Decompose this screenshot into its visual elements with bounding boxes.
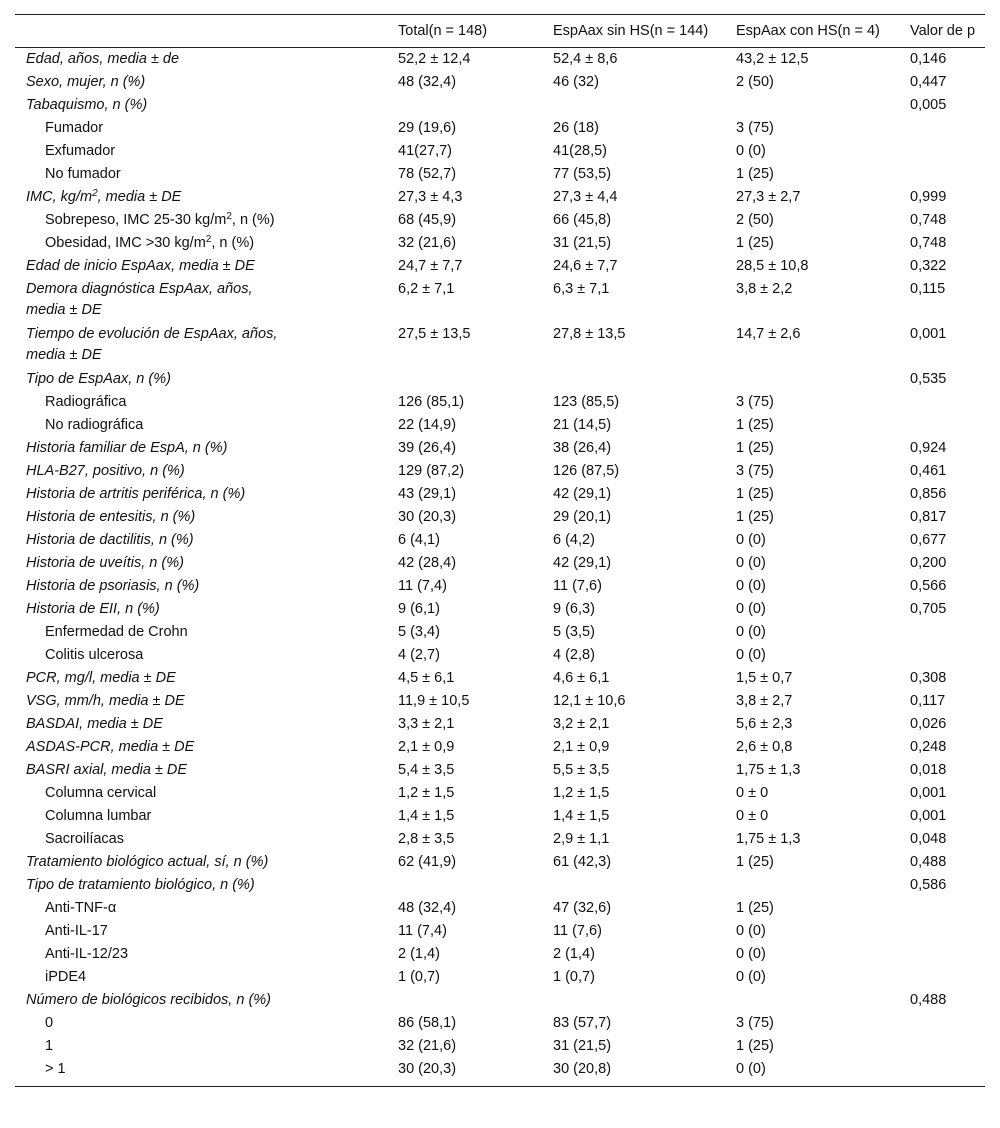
row-label: Historia familiar de EspA, n (%) — [26, 440, 228, 456]
table-row — [15, 506, 985, 529]
row-label: Historia de artritis periférica, n (%) — [26, 486, 246, 502]
row-label: Sacroilíacas — [45, 831, 124, 847]
cell-con-hs: 1 (25) — [736, 417, 774, 433]
table-row — [15, 851, 985, 874]
row-label-text: , media ± DE — [97, 189, 182, 205]
cell-con-hs — [726, 368, 900, 391]
table-row — [15, 690, 985, 713]
table-row — [15, 48, 985, 72]
row-label: Anti-IL-12/23 — [45, 946, 129, 962]
cell-sin-hs: 2,1 ± 0,9 — [553, 739, 610, 755]
row-label: 0 — [45, 1015, 54, 1031]
table-row — [15, 575, 985, 598]
cell-sin-hs: 21 (14,5) — [553, 417, 612, 433]
cell-sin-hs: 31 (21,5) — [553, 1038, 612, 1054]
table-row — [15, 323, 985, 368]
table-row — [15, 414, 985, 437]
cell-sin-hs: 9 (6,3) — [553, 601, 595, 617]
superscript: 2 — [226, 211, 232, 222]
cell-p-value — [900, 644, 985, 667]
cell-con-hs — [726, 94, 900, 117]
cell-p-value — [900, 920, 985, 943]
cell-total: 30 (20,3) — [398, 1061, 457, 1077]
cell-con-hs: 3,8 ± 2,2 — [736, 281, 793, 297]
table-row — [15, 71, 985, 94]
cell-total: 30 (20,3) — [398, 509, 457, 525]
cell-total: 43 (29,1) — [398, 486, 457, 502]
cell-p-value: 0,924 — [910, 440, 947, 456]
cell-p-value: 0,001 — [910, 785, 947, 801]
cell-sin-hs: 12,1 ± 10,6 — [553, 693, 626, 709]
row-label: Historia de psoriasis, n (%) — [26, 578, 200, 594]
header-sin-hs: EspAax sin HS(n = 144) — [553, 23, 709, 39]
cell-p-value — [900, 1058, 985, 1087]
table-row — [15, 989, 985, 1012]
cell-con-hs: 43,2 ± 12,5 — [736, 51, 809, 67]
cell-sin-hs: 52,4 ± 8,6 — [553, 51, 618, 67]
cell-con-hs: 3 (75) — [736, 463, 774, 479]
row-label: PCR, mg/l, media ± DE — [26, 670, 176, 686]
cell-p-value — [900, 163, 985, 186]
row-label: Fumador — [45, 120, 104, 136]
row-label: Columna cervical — [45, 785, 157, 801]
table-row — [15, 368, 985, 391]
cell-con-hs: 1 (25) — [736, 854, 774, 870]
cell-sin-hs: 77 (53,5) — [553, 166, 612, 182]
cell-p-value: 0,817 — [910, 509, 947, 525]
cell-con-hs: 0 (0) — [736, 624, 766, 640]
row-label: No fumador — [45, 166, 121, 182]
row-label — [15, 232, 388, 255]
cell-total: 1,2 ± 1,5 — [398, 785, 455, 801]
cell-total: 86 (58,1) — [398, 1015, 457, 1031]
table-header — [15, 15, 985, 48]
row-label: Radiográfica — [45, 394, 127, 410]
cell-sin-hs — [543, 874, 726, 897]
table-row — [15, 759, 985, 782]
cell-sin-hs: 6 (4,2) — [553, 532, 595, 548]
cell-sin-hs: 46 (32) — [553, 74, 599, 90]
characteristics-table — [15, 14, 985, 1087]
cell-total: 11,9 ± 10,5 — [398, 693, 470, 709]
row-label: Historia de uveítis, n (%) — [26, 555, 184, 571]
cell-con-hs: 14,7 ± 2,6 — [736, 326, 801, 342]
cell-con-hs — [726, 874, 900, 897]
header-p-value: Valor de p — [910, 23, 976, 39]
cell-total: 2,1 ± 0,9 — [398, 739, 455, 755]
cell-sin-hs: 4,6 ± 6,1 — [553, 670, 610, 686]
cell-total: 4,5 ± 6,1 — [398, 670, 455, 686]
table-row — [15, 163, 985, 186]
cell-p-value: 0,048 — [910, 831, 947, 847]
cell-p-value: 0,461 — [910, 463, 947, 479]
table-row — [15, 278, 985, 323]
cell-sin-hs: 27,3 ± 4,4 — [553, 189, 618, 205]
row-label: BASRI axial, media ± DE — [26, 762, 188, 778]
cell-total: 2 (1,4) — [398, 946, 440, 962]
cell-sin-hs: 123 (85,5) — [553, 394, 620, 410]
table-row — [15, 209, 985, 232]
cell-con-hs: 1 (25) — [736, 235, 774, 251]
cell-p-value — [900, 621, 985, 644]
cell-con-hs: 0 (0) — [736, 555, 766, 571]
cell-total: 5,4 ± 3,5 — [398, 762, 455, 778]
cell-con-hs: 3 (75) — [736, 1015, 774, 1031]
cell-total: 29 (19,6) — [398, 120, 457, 136]
cell-con-hs: 3 (75) — [736, 120, 774, 136]
cell-sin-hs: 6,3 ± 7,1 — [553, 281, 610, 297]
table-row — [15, 460, 985, 483]
superscript: 2 — [205, 234, 212, 245]
cell-total: 5 (3,4) — [398, 624, 440, 640]
table-row — [15, 1012, 985, 1035]
row-label: Colitis ulcerosa — [45, 647, 144, 663]
cell-sin-hs — [543, 368, 726, 391]
row-label: Historia de entesitis, n (%) — [26, 509, 196, 525]
header-total: Total(n = 148) — [398, 23, 488, 39]
row-label-text: , n (%) — [211, 235, 255, 251]
cell-total: 11 (7,4) — [398, 923, 447, 939]
row-label: iPDE4 — [45, 969, 87, 985]
row-label: Tiempo de evolución de EspAax, años, media ± DE — [26, 326, 278, 363]
table-row — [15, 437, 985, 460]
cell-p-value: 0,748 — [910, 212, 947, 228]
cell-p-value: 0,488 — [910, 992, 947, 1008]
cell-con-hs: 27,3 ± 2,7 — [736, 189, 801, 205]
cell-sin-hs: 61 (42,3) — [553, 854, 612, 870]
cell-p-value: 0,488 — [910, 854, 947, 870]
cell-sin-hs: 1,4 ± 1,5 — [553, 808, 610, 824]
row-label: Tipo de EspAax, n (%) — [26, 371, 171, 387]
cell-p-value: 0,856 — [910, 486, 947, 502]
cell-con-hs: 3,8 ± 2,7 — [736, 693, 793, 709]
cell-p-value: 0,005 — [910, 97, 947, 113]
cell-total: 42 (28,4) — [398, 555, 457, 571]
row-label-text: Obesidad, IMC >30 kg/m — [45, 235, 206, 251]
table-row — [15, 1035, 985, 1058]
row-label: Exfumador — [45, 143, 116, 159]
row-label: Columna lumbar — [45, 808, 152, 824]
row-label: HLA-B27, positivo, n (%) — [26, 463, 185, 479]
cell-p-value: 0,117 — [910, 693, 946, 709]
row-label: Anti-IL-17 — [45, 923, 108, 939]
cell-total: 129 (87,2) — [398, 463, 465, 479]
cell-total — [388, 94, 543, 117]
cell-p-value: 0,447 — [910, 74, 947, 90]
cell-total: 78 (52,7) — [398, 166, 457, 182]
cell-sin-hs: 66 (45,8) — [553, 212, 612, 228]
cell-total: 6 (4,1) — [398, 532, 440, 548]
cell-total: 48 (32,4) — [398, 74, 457, 90]
cell-p-value — [900, 897, 985, 920]
cell-con-hs: 0 (0) — [736, 969, 766, 985]
row-label-text: , n (%) — [231, 212, 275, 228]
cell-p-value: 0,001 — [910, 326, 947, 342]
row-label: Tabaquismo, n (%) — [26, 97, 148, 113]
cell-con-hs: 1 (25) — [736, 440, 774, 456]
cell-sin-hs: 30 (20,8) — [553, 1061, 612, 1077]
cell-total — [388, 989, 543, 1012]
cell-p-value: 0,115 — [910, 281, 946, 297]
table-row — [15, 1058, 985, 1087]
cell-con-hs — [726, 989, 900, 1012]
row-label: > 1 — [45, 1061, 66, 1077]
cell-sin-hs: 27,8 ± 13,5 — [553, 326, 626, 342]
cell-con-hs: 0 (0) — [736, 578, 766, 594]
cell-p-value: 0,248 — [910, 739, 947, 755]
cell-p-value: 0,677 — [910, 532, 947, 548]
cell-total: 32 (21,6) — [398, 1038, 457, 1054]
cell-sin-hs: 5 (3,5) — [553, 624, 595, 640]
row-label: Sexo, mujer, n (%) — [26, 74, 146, 90]
cell-con-hs: 0 (0) — [736, 1061, 766, 1077]
cell-total: 32 (21,6) — [398, 235, 457, 251]
cell-sin-hs: 2,9 ± 1,1 — [553, 831, 610, 847]
cell-con-hs: 0 ± 0 — [736, 808, 769, 824]
cell-con-hs: 1,75 ± 1,3 — [736, 831, 801, 847]
cell-p-value — [900, 414, 985, 437]
table-row — [15, 94, 985, 117]
table-row — [15, 805, 985, 828]
cell-p-value — [900, 1012, 985, 1035]
cell-sin-hs — [543, 94, 726, 117]
cell-con-hs: 0 (0) — [736, 647, 766, 663]
cell-sin-hs: 5,5 ± 3,5 — [553, 762, 610, 778]
cell-p-value — [900, 1035, 985, 1058]
table-row — [15, 782, 985, 805]
table-row — [15, 140, 985, 163]
row-label: Número de biológicos recibidos, n (%) — [26, 992, 271, 1008]
cell-total: 41(27,7) — [398, 143, 453, 159]
row-label-text: IMC, kg/m — [26, 189, 93, 205]
header-label-column — [15, 15, 388, 48]
cell-p-value: 0,566 — [910, 578, 947, 594]
cell-total: 27,5 ± 13,5 — [398, 326, 471, 342]
cell-sin-hs: 26 (18) — [553, 120, 599, 136]
table-row — [15, 828, 985, 851]
cell-sin-hs: 47 (32,6) — [553, 900, 612, 916]
cell-sin-hs — [543, 989, 726, 1012]
cell-sin-hs: 24,6 ± 7,7 — [553, 258, 618, 274]
cell-p-value: 0,705 — [910, 601, 947, 617]
row-label: Tratamiento biológico actual, sí, n (%) — [26, 854, 269, 870]
cell-sin-hs: 11 (7,6) — [553, 578, 602, 594]
cell-con-hs: 2 (50) — [736, 212, 774, 228]
cell-sin-hs: 1 (0,7) — [553, 969, 595, 985]
cell-total — [388, 874, 543, 897]
cell-total: 1 (0,7) — [398, 969, 440, 985]
cell-total: 126 (85,1) — [398, 394, 465, 410]
cell-total: 52,2 ± 12,4 — [398, 51, 471, 67]
cell-sin-hs: 3,2 ± 2,1 — [553, 716, 610, 732]
header-con-hs: EspAax con HS(n = 4) — [736, 23, 880, 39]
table-row — [15, 552, 985, 575]
row-label: Historia de EII, n (%) — [26, 601, 160, 617]
cell-p-value: 0,018 — [910, 762, 947, 778]
cell-p-value: 0,026 — [910, 716, 947, 732]
cell-sin-hs: 41(28,5) — [553, 143, 608, 159]
cell-sin-hs: 38 (26,4) — [553, 440, 612, 456]
cell-total: 27,3 ± 4,3 — [398, 189, 463, 205]
row-label: Demora diagnóstica EspAax, años, media ± DE — [26, 281, 253, 318]
cell-con-hs: 1 (25) — [736, 166, 774, 182]
row-label: No radiográfica — [45, 417, 144, 433]
cell-con-hs: 1 (25) — [736, 509, 774, 525]
table-row — [15, 598, 985, 621]
cell-total: 11 (7,4) — [398, 578, 447, 594]
cell-total: 39 (26,4) — [398, 440, 457, 456]
table-row — [15, 897, 985, 920]
table-row — [15, 943, 985, 966]
cell-total: 1,4 ± 1,5 — [398, 808, 455, 824]
table-row — [15, 621, 985, 644]
cell-sin-hs: 2 (1,4) — [553, 946, 595, 962]
row-label: Tipo de tratamiento biológico, n (%) — [26, 877, 255, 893]
cell-p-value: 0,586 — [910, 877, 947, 893]
cell-p-value — [900, 391, 985, 414]
table-row — [15, 255, 985, 278]
cell-con-hs: 1 (25) — [736, 486, 774, 502]
cell-p-value: 0,535 — [910, 371, 947, 387]
cell-con-hs: 2,6 ± 0,8 — [736, 739, 793, 755]
cell-con-hs: 0 (0) — [736, 601, 766, 617]
cell-con-hs: 1 (25) — [736, 1038, 774, 1054]
cell-con-hs: 1,5 ± 0,7 — [736, 670, 793, 686]
cell-p-value — [900, 966, 985, 989]
cell-p-value: 0,748 — [910, 235, 947, 251]
cell-con-hs: 0 (0) — [736, 923, 766, 939]
cell-p-value: 0,308 — [910, 670, 947, 686]
header-row — [15, 15, 985, 48]
cell-sin-hs: 42 (29,1) — [553, 555, 612, 571]
table-row — [15, 529, 985, 552]
cell-total: 68 (45,9) — [398, 212, 457, 228]
cell-sin-hs: 83 (57,7) — [553, 1015, 612, 1031]
cell-sin-hs: 126 (87,5) — [553, 463, 620, 479]
table-row — [15, 966, 985, 989]
table-row — [15, 391, 985, 414]
cell-total: 4 (2,7) — [398, 647, 440, 663]
cell-sin-hs: 11 (7,6) — [553, 923, 602, 939]
cell-con-hs: 28,5 ± 10,8 — [736, 258, 809, 274]
cell-p-value — [900, 117, 985, 140]
cell-total: 22 (14,9) — [398, 417, 457, 433]
cell-con-hs: 0 (0) — [736, 143, 766, 159]
cell-total — [388, 368, 543, 391]
row-label — [15, 209, 388, 232]
table-row — [15, 713, 985, 736]
cell-total: 6,2 ± 7,1 — [398, 281, 455, 297]
row-label — [15, 186, 388, 209]
cell-sin-hs: 1,2 ± 1,5 — [553, 785, 610, 801]
cell-total: 2,8 ± 3,5 — [398, 831, 455, 847]
table-row — [15, 117, 985, 140]
row-label: Enfermedad de Crohn — [45, 624, 188, 640]
cell-p-value — [900, 140, 985, 163]
cell-p-value — [900, 943, 985, 966]
cell-p-value: 0,146 — [910, 51, 947, 67]
cell-con-hs: 0 ± 0 — [736, 785, 769, 801]
row-label: Edad de inicio EspAax, media ± DE — [26, 258, 255, 274]
cell-con-hs: 1,75 ± 1,3 — [736, 762, 801, 778]
cell-con-hs: 0 (0) — [736, 532, 766, 548]
row-label: VSG, mm/h, media ± DE — [26, 693, 185, 709]
cell-sin-hs: 31 (21,5) — [553, 235, 612, 251]
cell-sin-hs: 4 (2,8) — [553, 647, 595, 663]
cell-total: 3,3 ± 2,1 — [398, 716, 455, 732]
table-row — [15, 920, 985, 943]
cell-p-value: 0,999 — [910, 189, 947, 205]
cell-con-hs: 3 (75) — [736, 394, 774, 410]
row-label: Anti-TNF-α — [45, 900, 117, 916]
cell-con-hs: 0 (0) — [736, 946, 766, 962]
cell-p-value: 0,322 — [910, 258, 947, 274]
cell-total: 9 (6,1) — [398, 601, 440, 617]
row-label-text: Sobrepeso, IMC 25-30 kg/m — [45, 212, 227, 228]
row-label: BASDAI, media ± DE — [26, 716, 163, 732]
cell-total: 24,7 ± 7,7 — [398, 258, 463, 274]
table-row — [15, 736, 985, 759]
superscript: 2 — [92, 188, 98, 199]
table-body — [15, 48, 985, 1087]
table-row — [15, 667, 985, 690]
table-row — [15, 483, 985, 506]
data-table-container — [15, 14, 985, 1087]
cell-sin-hs: 42 (29,1) — [553, 486, 612, 502]
row-label: 1 — [45, 1038, 54, 1054]
table-row — [15, 874, 985, 897]
cell-p-value: 0,200 — [910, 555, 947, 571]
cell-p-value: 0,001 — [910, 808, 947, 824]
table-row — [15, 232, 985, 255]
row-label: Edad, años, media ± de — [26, 51, 180, 67]
cell-total: 48 (32,4) — [398, 900, 457, 916]
cell-con-hs: 1 (25) — [736, 900, 774, 916]
row-label: ASDAS-PCR, media ± DE — [26, 739, 195, 755]
cell-total: 62 (41,9) — [398, 854, 457, 870]
cell-con-hs: 2 (50) — [736, 74, 774, 90]
table-row — [15, 186, 985, 209]
row-label: Historia de dactilitis, n (%) — [26, 532, 194, 548]
cell-con-hs: 5,6 ± 2,3 — [736, 716, 793, 732]
cell-sin-hs: 29 (20,1) — [553, 509, 612, 525]
table-row — [15, 644, 985, 667]
